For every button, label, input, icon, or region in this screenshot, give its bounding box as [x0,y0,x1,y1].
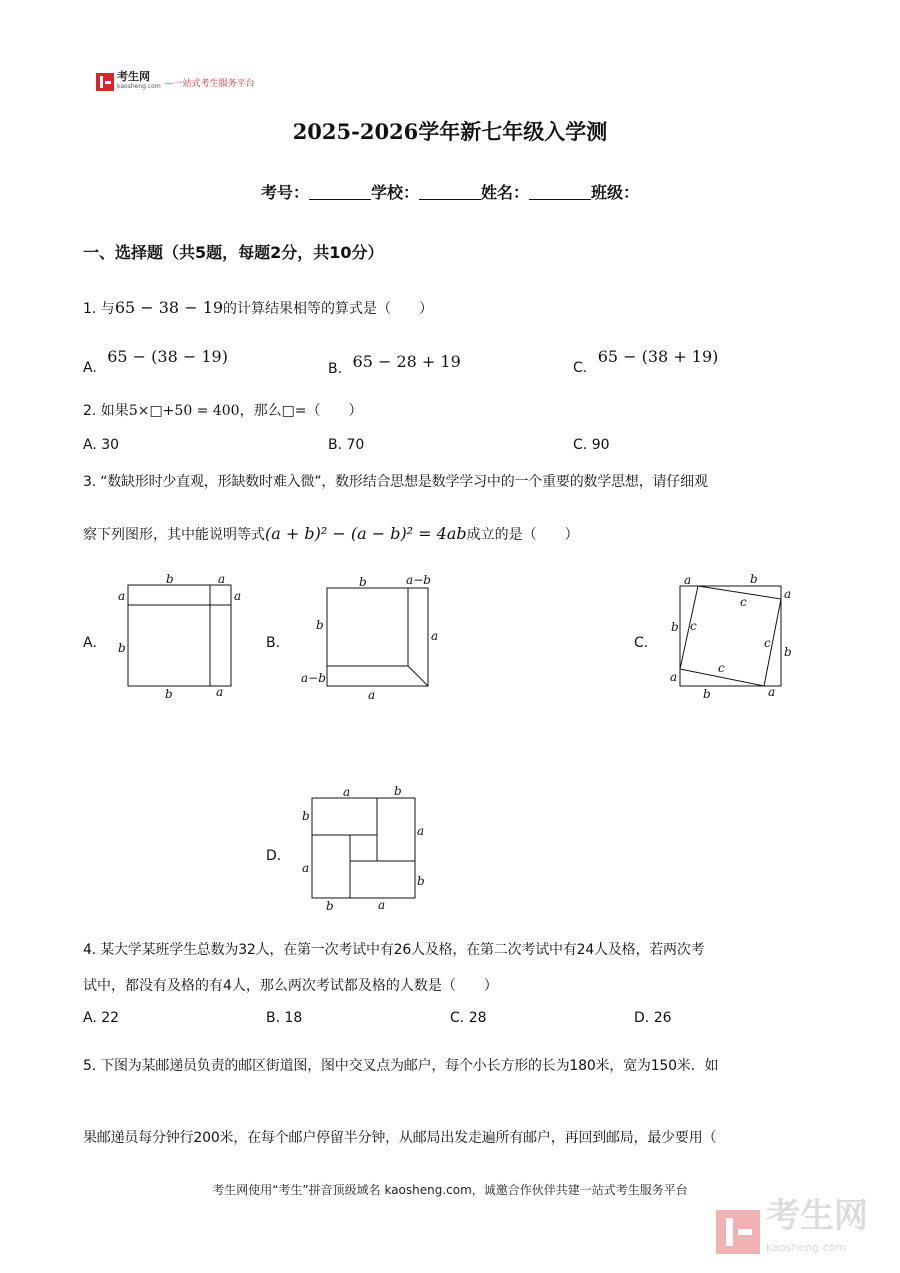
svg-text:b: b [118,641,126,655]
q3-figure-c [660,570,810,705]
page-title: 2025-2026学年新七年级入学测 [292,119,608,144]
q1-option-a: A. 65 − (38 − 19) [83,347,228,376]
field-exam-number: 考号： [260,183,309,202]
svg-text:a: a [417,824,425,838]
svg-text:b: b [166,572,174,586]
svg-text:a: a [670,670,678,684]
q3-figure-a [110,570,250,705]
kaosheng-watermark-icon [716,1210,760,1254]
q4-option-d: D. 26 [634,1010,672,1026]
q3-option-b-label: B. [266,635,281,651]
brand-domain: kaosheng.com [117,83,161,90]
q2-option-c: C. 90 [573,437,610,453]
q4-option-a: A. 22 [83,1010,120,1026]
svg-text:b: b [326,899,334,913]
q4-option-c: C. 28 [450,1010,487,1026]
question-5-line2: 果邮递员每分钟行200米，在每个邮户停留半分钟，从邮局出发走遍所有邮户，再回到邮局，最少要用（ [83,1130,717,1146]
blank-school [419,185,481,200]
q3-option-d-label: D. [266,848,282,864]
field-school: 学校： [370,183,419,202]
svg-text:c: c [740,595,747,609]
svg-text:b: b [750,572,758,586]
svg-text:a: a [784,587,792,601]
svg-text:a: a [216,685,224,699]
q2-option-b: B. 70 [328,437,365,453]
brand-slogan: —一站式考生服务平台 [164,78,255,89]
blank-exam-number [309,185,371,200]
svg-text:b: b [417,874,425,888]
q1-expression: 65 − 38 − 19 [114,298,224,317]
svg-text:a−b: a−b [301,671,326,685]
question-3-line1: 3. “数缺形时少直观，形缺数时难入微”，数形结合思想是数学学习中的一个重要的数学思想，请仔细观 [83,474,708,490]
svg-text:b: b [703,687,711,701]
q3-option-a-label: A. [83,635,97,651]
svg-text:a: a [431,629,439,643]
svg-text:a: a [118,589,126,603]
svg-text:a−b: a−b [406,573,431,587]
question-4-line2: 试中，都没有及格的有4人，那么两次考试都及格的人数是（ ） [83,978,498,994]
watermark-brand: 考生网 [766,1196,868,1236]
q3-option-c-label: C. [634,635,649,651]
field-name: 姓名： [481,183,530,202]
field-class: 班级： [591,183,640,202]
svg-text:b: b [316,618,324,632]
brand-logo [96,72,255,92]
page-footer: 考生网使用“考生”拼音顶级域名 kaosheng.com，诚邀合作伙伴共建一站式考生服务平台 [212,1183,688,1197]
watermark [716,1196,868,1264]
svg-text:a: a [218,572,226,586]
svg-text:b: b [671,620,679,634]
brand-name: 考生网 [117,70,150,83]
svg-text:a: a [378,898,386,912]
svg-text:a: a [684,573,692,587]
svg-text:a: a [768,685,776,699]
svg-text:b: b [165,687,173,701]
svg-text:b: b [359,575,367,589]
q3-identity: (a + b)² − (a − b)² = 4ab [265,524,467,543]
svg-text:b: b [302,809,310,823]
svg-text:b: b [784,645,792,659]
student-info-line [0,180,900,203]
section-heading: 一、选择题（共5题，每题2分，共10分） [83,243,384,262]
svg-text:c: c [764,636,771,650]
svg-text:b: b [394,784,402,798]
kaosheng-logo-icon [96,73,114,91]
svg-text:a: a [343,785,351,799]
svg-text:a: a [368,688,376,702]
blank-name [529,185,591,200]
svg-text:c: c [718,661,725,675]
q1-option-c: C. 65 − (38 + 19) [573,347,719,376]
q3-figure-b [295,570,445,705]
svg-text:a: a [234,589,242,603]
question-2-stem: 2. 如果5×□+50 = 400，那么□=（ ） [83,403,363,419]
question-1-stem: 1. 与65 − 38 − 19的计算结果相等的算式是（ ） [83,298,434,317]
q2-option-a: A. 30 [83,437,120,453]
watermark-domain: kaosheng.com [766,1241,847,1254]
q2-expression: 5×□+50 = 400 [128,403,240,419]
svg-text:a: a [302,861,310,875]
q1-option-b: B. 65 − 28 + 19 [328,352,461,377]
q3-figure-d [295,782,435,914]
question-5-line1: 5. 下图为某邮递员负责的邮区街道图，图中交叉点为邮户，每个小长方形的长为180米，宽为150米．如 [83,1058,719,1074]
q4-option-b: B. 18 [266,1010,303,1026]
question-4-line1: 4. 某大学某班学生总数为32人，在第一次考试中有26人及格，在第二次考试中有24人及格，若两次考 [83,942,705,958]
question-3-line2: 察下列图形，其中能说明等式(a + b)² − (a − b)² = 4ab成立的是（ ） [83,524,579,543]
svg-text:c: c [690,619,697,633]
